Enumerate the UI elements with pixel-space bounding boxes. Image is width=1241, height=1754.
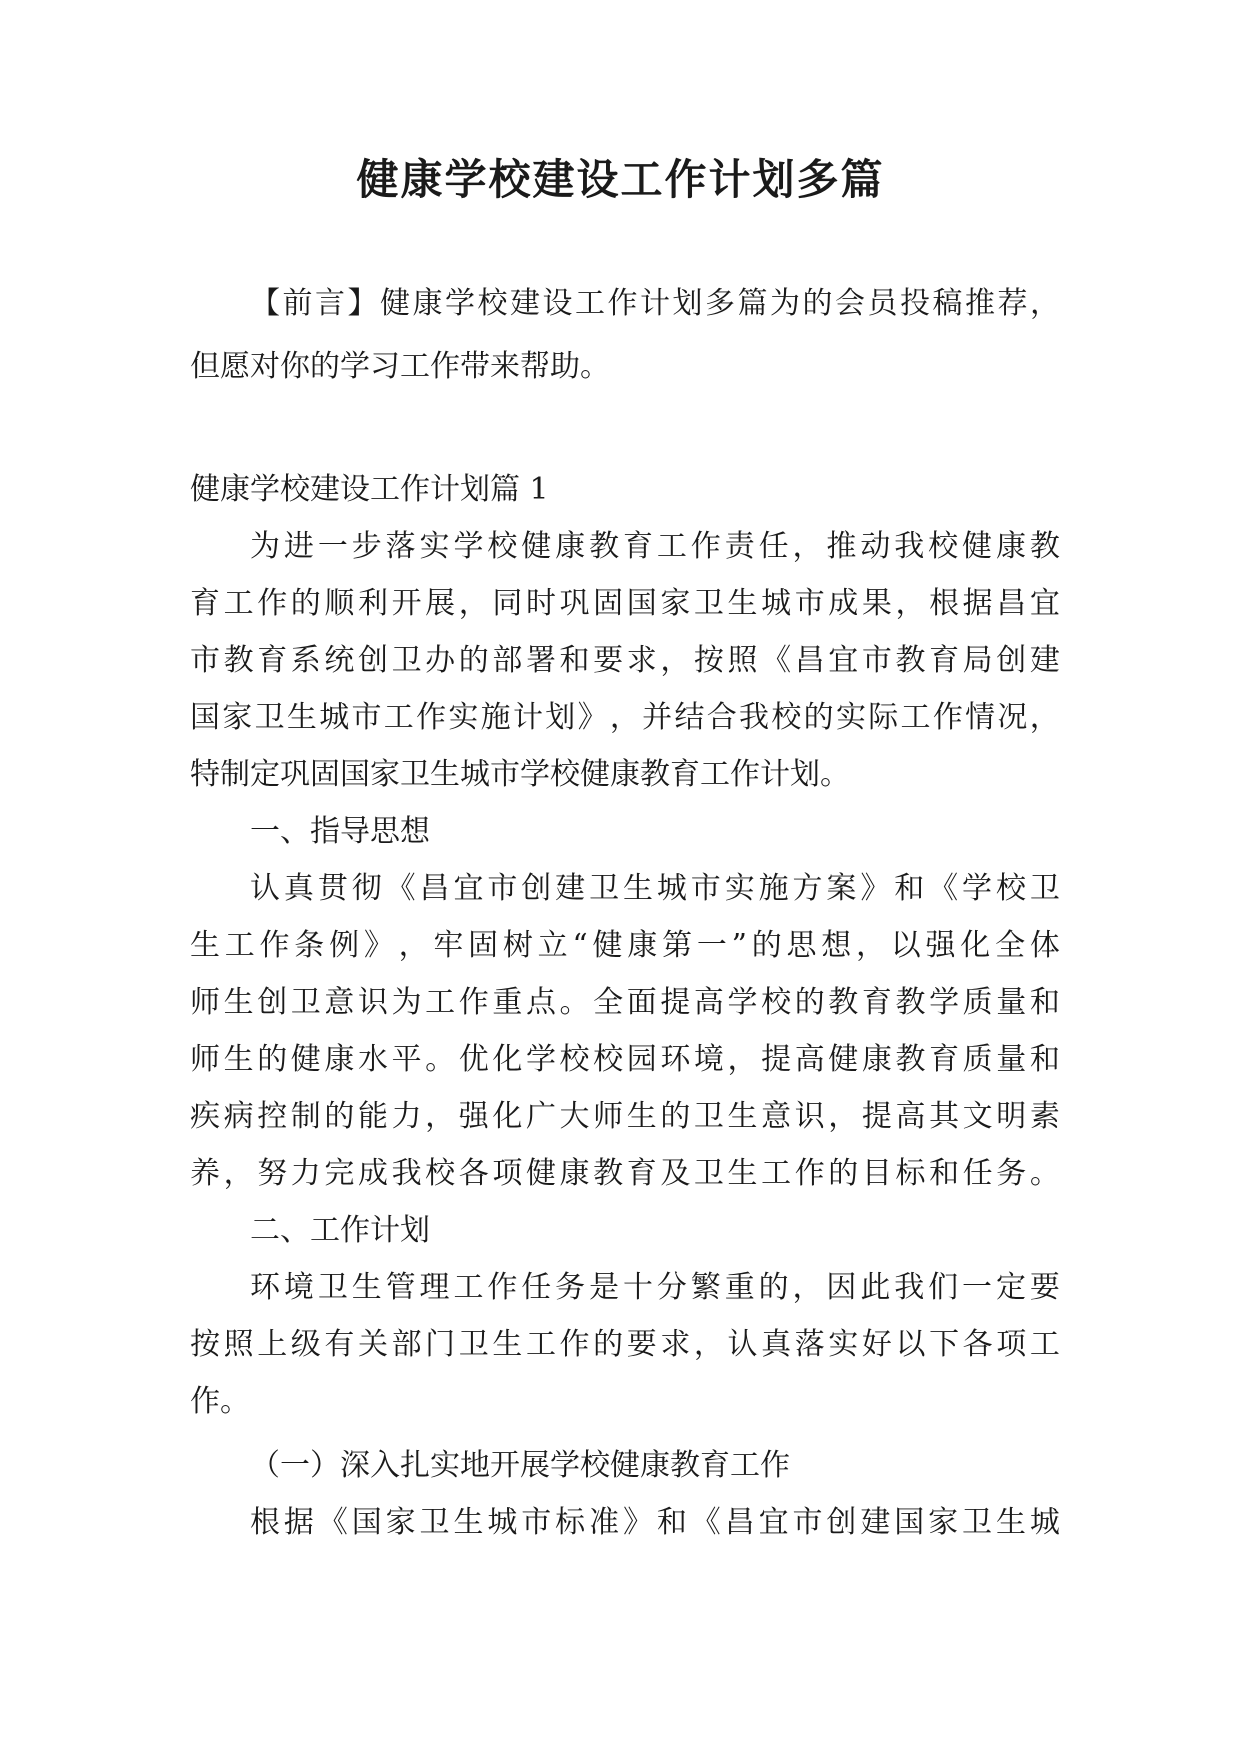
text-line: 健康学校建设工作计划篇 1 [190, 472, 549, 507]
text-line: 一、指导思想 [250, 814, 430, 849]
text-line: （一）深入扎实地开展学校健康教育工作 [250, 1448, 790, 1483]
text-line: 为 进 一 步 落 实 学 校 健 康 教 育 工 作 责 任 ， 推 动 我 校 健 康 教 [250, 529, 1060, 564]
text-line: 特制定巩固国家卫生城市学校健康教育工作计划。 [190, 757, 850, 792]
document-title: 健康学校建设工作计划多篇 [356, 155, 885, 204]
text-line: 育 工 作 的 顺 利 开 展 ， 同 时 巩 固 国 家 卫 生 城 市 成 果 ， 根 据 昌 宜 [190, 586, 1060, 621]
text-line: 但愿对你的学习工作带来帮助。 [190, 349, 610, 384]
text-line: 师 生 的 健 康 水 平 。 优 化 学 校 校 园 环 境 ， 提 高 健 康 教 育 质 量 和 [190, 1042, 1060, 1077]
text-line: 二、工作计划 [250, 1213, 430, 1248]
text-line: 认 真 贯 彻 《 昌 宜 市 创 建 卫 生 城 市 实 施 方 案 》 和 《 学 校 卫 [250, 871, 1060, 906]
text-line: 师 生 创 卫 意 识 为 工 作 重 点 。 全 面 提 高 学 校 的 教 育 教 学 质 量 和 [190, 985, 1060, 1020]
text-line: 根 据 《 国 家 卫 生 城 市 标 准 》 和 《 昌 宜 市 创 建 国 家 卫 生 城 [250, 1505, 1060, 1540]
text-line: 按 照 上 级 有 关 部 门 卫 生 工 作 的 要 求 ， 认 真 落 实 好 以 下 各 项 工 [190, 1327, 1060, 1362]
text-line: 生 工 作 条 例 》 ， 牢 固 树 立 “ 健 康 第 一 ” 的 思 想 ， 以 强 化 全 体 [190, 928, 1060, 963]
text-line: 【 前 言 】 健 康 学 校 建 设 工 作 计 划 多 篇 为 的 会 员 投 稿 推 荐 ， [250, 286, 1060, 321]
text-line: 国 家 卫 生 城 市 工 作 实 施 计 划 》 ， 并 结 合 我 校 的 实 际 工 作 情 况 ， [190, 700, 1060, 735]
text-line: 作。 [190, 1384, 250, 1419]
text-line: 市 教 育 系 统 创 卫 办 的 部 署 和 要 求 ， 按 照 《 昌 宜 市 教 育 局 创 建 [190, 643, 1060, 678]
text-line: 环 境 卫 生 管 理 工 作 任 务 是 十 分 繁 重 的 ， 因 此 我 们 一 定 要 [250, 1270, 1060, 1305]
text-line: 养 ， 努 力 完 成 我 校 各 项 健 康 教 育 及 卫 生 工 作 的 目 标 和 任 务 。 [190, 1156, 1060, 1191]
text-line: 疾 病 控 制 的 能 力 ， 强 化 广 大 师 生 的 卫 生 意 识 ， 提 高 其 文 明 素 [190, 1099, 1060, 1134]
